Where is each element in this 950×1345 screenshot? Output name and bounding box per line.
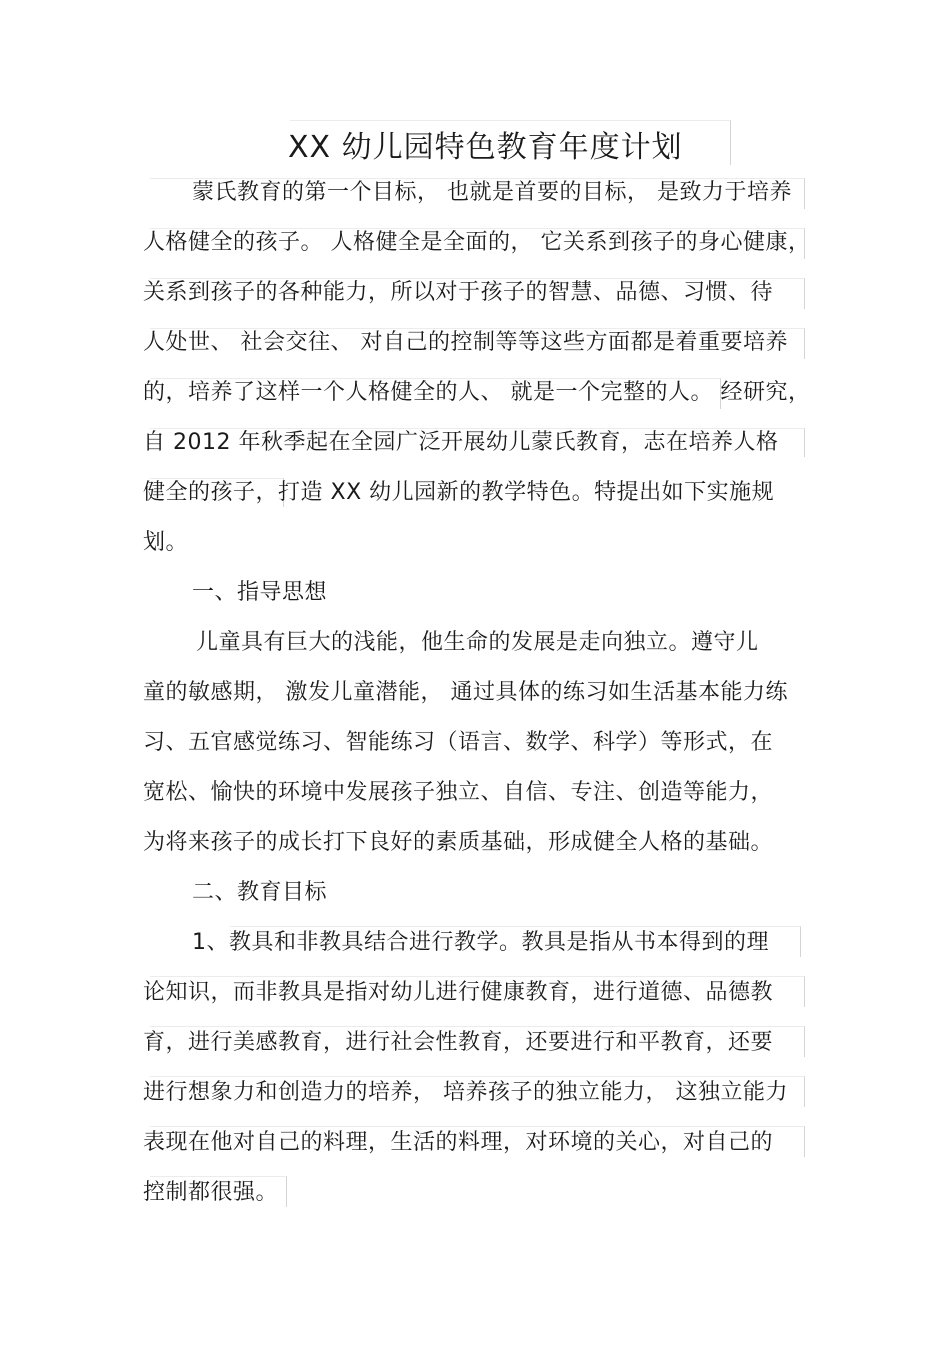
paragraph-line: 关系到孩子的各种能力，所以对于孩子的智慧、品德、习惯、待: [143, 280, 774, 305]
paragraph-line: 儿童具有巨大的浅能，他生命的发展是走向独立。遵守儿: [196, 630, 759, 655]
section-heading: 二、教育目标: [192, 880, 328, 905]
paragraph-line: 人处世、 社会交往、 对自己的控制等等这些方面都是着重要培养: [143, 330, 788, 355]
paragraph-line: 论知识，而非教具是指对幼儿进行健康教育，进行道德、品德教: [143, 980, 774, 1005]
section-heading: 一、指导思想: [192, 580, 328, 605]
paragraph-line: 1、教具和非教具结合进行教学。教具是指从书本得到的理: [192, 930, 769, 955]
paragraph-line: 表现在他对自己的料理，生活的料理，对环境的关心，对自己的: [143, 1130, 774, 1155]
paragraph-line: 习、五官感觉练习、智能练习（语言、数学、科学）等形式，在: [143, 730, 774, 755]
paragraph-line: 为将来孩子的成长打下良好的素质基础，形成健全人格的基础。: [143, 830, 774, 855]
paragraph-line: 宽松、愉快的环境中发展孩子独立、自信、专注、创造等能力，: [143, 780, 774, 805]
document-title: XX 幼儿园特色教育年度计划: [288, 130, 683, 165]
paragraph-line: 童的敏感期， 激发儿童潜能， 通过具体的练习如生活基本能力练: [143, 680, 788, 705]
paragraph-line: 划。: [143, 530, 189, 555]
paragraph-line: 蒙氏教育的第一个目标， 也就是首要的目标， 是致力于培养: [192, 180, 792, 205]
paragraph-line: 育，进行美感教育，进行社会性教育，还要进行和平教育，还要: [143, 1030, 774, 1055]
paragraph-line: 控制都很强。: [143, 1180, 279, 1205]
paragraph-line: 人格健全的孩子。 人格健全是全面的， 它关系到孩子的身心健康，: [143, 230, 811, 255]
paragraph-line: 进行想象力和创造力的培养， 培养孩子的独立能力， 这独立能力: [143, 1080, 788, 1105]
paragraph-line: 的，培养了这样一个人格健全的人、 就是一个完整的人。 经研究，: [143, 380, 811, 405]
paragraph-line: 健全的孩子，打造 XX 幼儿园新的教学特色。特提出如下实施规: [143, 480, 775, 505]
paragraph-line: 自 2012 年秋季起在全园广泛开展幼儿蒙氏教育，志在培养人格: [143, 430, 779, 455]
